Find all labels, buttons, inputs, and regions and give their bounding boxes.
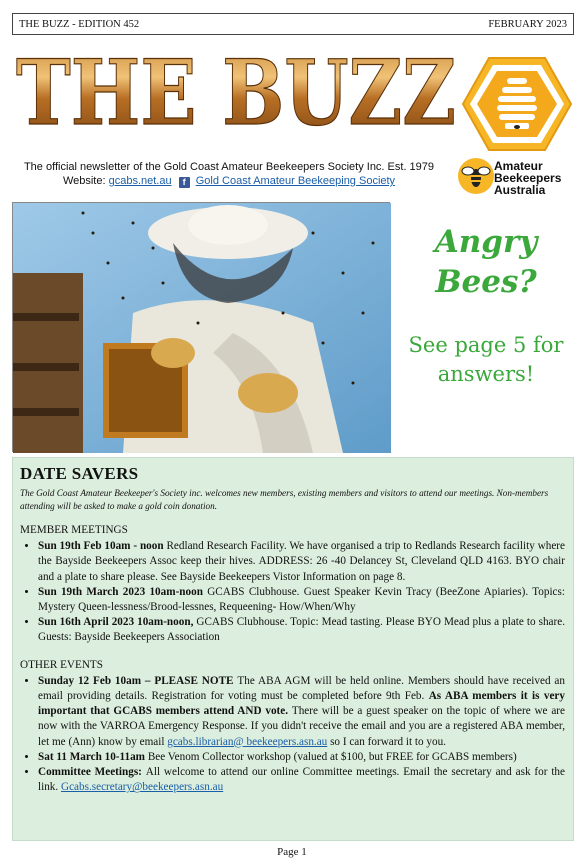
event-details: All welcome to attend our online Committee meetings. Email the secretary and ask for the link.: [38, 766, 565, 794]
event-date: Sun 16th April 2023 10am-noon,: [38, 616, 197, 629]
promo-headline-2: Bees?: [435, 264, 537, 300]
event-details: GCABS Clubhouse. Guest Speaker Kevin Tracy (BeeZone Apiaries). Topics: Mystery Queen-lessness/Brood-lessnes, Requeening- How/When/Why: [38, 585, 565, 614]
promo-sub-1: See page 5 for: [408, 333, 564, 357]
member-meetings-heading: MEMBER MEETINGS: [20, 524, 128, 536]
facebook-icon: f: [179, 177, 190, 188]
event-details: There will be a guest speaker on the topic of where we are now with the VARROA Emergency Response. If you didn't receive the email and you are a registered ABA member, let me (Ann) know by email: [38, 705, 565, 748]
list-item: [38, 585, 565, 615]
member-meetings-list: [20, 539, 565, 645]
aba-logo-text: [494, 160, 561, 196]
page-number: Page 1: [277, 846, 307, 858]
facebook-link[interactable]: Gold Coast Amateur Beekeeping Society: [195, 175, 396, 187]
issue-date: FEBRUARY 2023: [488, 18, 567, 30]
list-item: [38, 765, 565, 795]
date-savers-title: DATE SAVERS: [20, 464, 139, 483]
librarian-email-link[interactable]: gcabs.librarian@ beekeepers.asn.au: [167, 735, 328, 748]
aba-line-1: Amateur: [494, 159, 543, 173]
newsletter-tagline: [14, 160, 444, 188]
tagline-links: [14, 174, 444, 188]
date-savers-panel: [12, 457, 574, 841]
tagline-text: The official newsletter of the Gold Coast Amateur Beekeepers Society Inc. Est. 1979: [23, 161, 435, 173]
event-details: GCABS Clubhouse. Topic: Mead tasting. Please BYO Mead plus a plate to share. Guests: Bayside Beekeepers Association: [38, 616, 566, 644]
list-item: [38, 674, 565, 750]
list-item: [38, 750, 565, 765]
aba-line-3: Australia: [494, 183, 546, 197]
event-date: Sun 19th Feb 10am - noon: [38, 540, 167, 553]
masthead-title-text: THE BUZZ: [16, 40, 456, 146]
edition-header-bar: [12, 13, 574, 35]
other-events-heading: OTHER EVENTS: [20, 658, 103, 671]
event-date: Sat 11 March 10-11am: [38, 750, 148, 763]
masthead-title: [14, 42, 460, 157]
list-item: [38, 539, 565, 585]
event-date: Sun 19th March 2023 10am-noon: [38, 585, 208, 598]
event-date: Committee Meetings:: [38, 766, 146, 779]
list-item: [38, 615, 565, 645]
event-details: The ABA AGM will be held online. Members should have received an email providing details. Registration for voting must be completed before 9th Feb.: [38, 674, 565, 703]
event-date: Sunday 12 Feb 10am – PLEASE NOTE: [38, 674, 238, 687]
event-details: Redland Research Facility. We have organised a trip to Redlands Research facility where the Bayside Beekeepers Assoc keep their hives. ADDRESS: 26 -40 Delancey St, Cleveland QLD 4163. BYO chair and a plate to share please. See Bayside Beekeepers Vistor Information on page 8.: [38, 540, 566, 583]
other-events-list: [20, 674, 565, 796]
promo-headline-1: Angry: [434, 224, 538, 260]
event-emphasis: As ABA members it is very important that GCABS members attend AND vote.: [38, 690, 565, 718]
edition-label: THE BUZZ - EDITION 452: [19, 18, 140, 30]
website-link[interactable]: gcabs.net.au: [108, 175, 172, 187]
promo-callout: [398, 222, 574, 389]
website-label: Website:: [62, 175, 106, 187]
secretary-email-link[interactable]: Gcabs.secretary@beekeepers.asn.au: [61, 781, 224, 794]
beekeeper-photo: [12, 202, 390, 452]
date-savers-intro: The Gold Coast Amateur Beekeeper's Society inc. welcomes new members, existing members and visitors to attend our meetings. Non-members attending will be asked to make a gold coin donation.: [20, 488, 549, 511]
event-details: Bee Venom Collector workshop (valued at $100, but FREE for GCABS members): [147, 750, 517, 763]
promo-sub-2: answers!: [437, 362, 535, 386]
event-details: so I can forward it to you.: [327, 735, 446, 748]
aba-line-2: Beekeepers: [494, 171, 562, 185]
gcabs-hexagon-logo: [461, 56, 573, 152]
